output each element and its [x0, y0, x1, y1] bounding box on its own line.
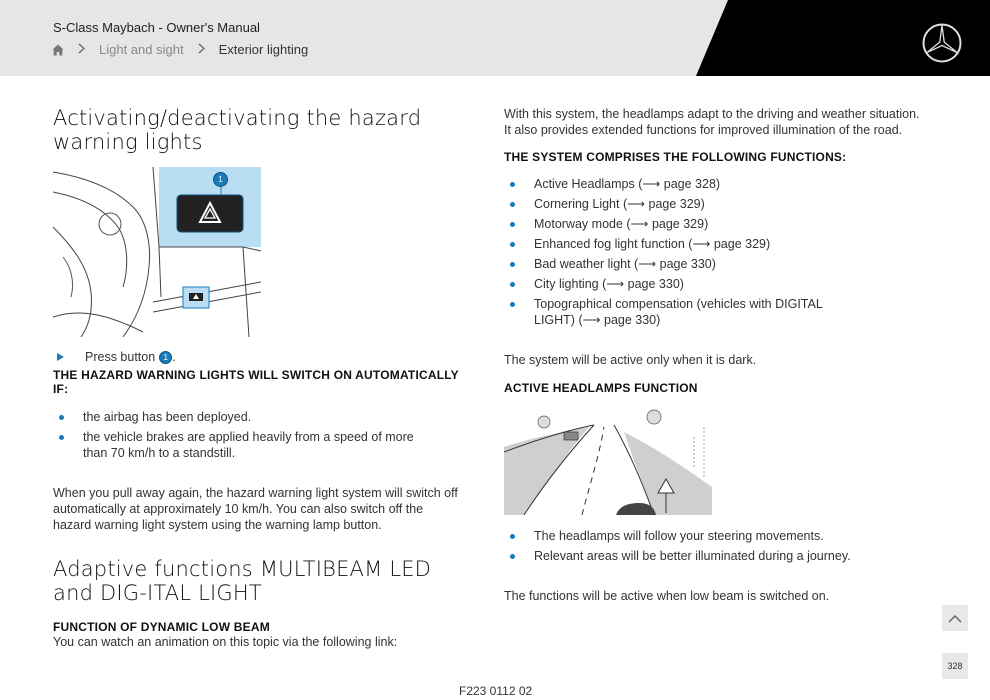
chevron-right-icon: [78, 43, 85, 57]
list-item: the vehicle brakes are applied heavily from a speed of more than 70 km/h to a standstill.: [53, 429, 433, 461]
function-item-bad-weather[interactable]: Bad weather light (⟶ page 330): [504, 256, 934, 272]
intro-paragraph: With this system, the headlamps adapt to the driving and weather situation. It also provides extended functions for improved illumination of the road.: [504, 107, 920, 137]
step-end: .: [172, 350, 176, 364]
low-beam-paragraph: The functions will be active when low beam is switched on.: [504, 589, 830, 603]
active-headlamps-illustration: [504, 407, 712, 515]
dark-paragraph: The system will be active only when it is dark.: [504, 353, 757, 367]
header-bar: [0, 0, 990, 76]
chevron-up-icon: [948, 614, 962, 623]
function-item-city-lighting[interactable]: City lighting (⟶ page 330): [504, 276, 934, 292]
dynamic-low-beam-subhead: FUNCTION OF DYNAMIC LOW BEAM: [53, 620, 270, 634]
active-headlamps-subhead: ACTIVE HEADLAMPS FUNCTION: [504, 381, 698, 395]
hazard-button-illustration: [53, 167, 261, 337]
figure-code: F223 0112 02: [459, 684, 533, 698]
list-item: the airbag has been deployed.: [53, 409, 473, 425]
breadcrumb-light-and-sight[interactable]: Light and sight: [99, 42, 184, 57]
callout-badge-1: 1: [213, 172, 228, 187]
mercedes-star-logo: [921, 22, 963, 64]
manual-title: S-Class Maybach - Owner's Manual: [53, 20, 260, 35]
breadcrumb-exterior-lighting[interactable]: Exterior lighting: [218, 42, 309, 57]
functions-list: [504, 176, 934, 328]
function-item-fog-light[interactable]: Enhanced fog light function (⟶ page 329): [504, 236, 934, 252]
auto-switch-list: [53, 409, 473, 461]
pull-away-paragraph: When you pull away again, the hazard warning light system will switch off automatically at approximately 10 km/h. You can also switch off the hazard warning light system using the warning lamp button.: [53, 486, 458, 532]
function-item-topographical[interactable]: Topographical compensation (vehicles with DIGITAL LIGHT) (⟶ page 330): [504, 296, 844, 328]
step-text: Press button: [85, 350, 156, 364]
button-1-badge: 1: [159, 351, 172, 364]
step-arrow-icon: [57, 353, 64, 361]
list-item: The headlamps will follow your steering movements.: [504, 528, 934, 544]
left-column: [53, 96, 473, 650]
right-column: [504, 96, 934, 604]
auto-switch-subhead: THE HAZARD WARNING LIGHTS WILL SWITCH ON AUTOMATICALLY IF:: [53, 368, 459, 396]
scroll-to-top-button[interactable]: [942, 605, 968, 631]
animation-paragraph: You can watch an animation on this topic via the following link:: [53, 635, 398, 649]
page-number: 328: [942, 653, 968, 679]
function-item-cornering-light[interactable]: Cornering Light (⟶ page 329): [504, 196, 934, 212]
function-item-active-headlamps[interactable]: Active Headlamps (⟶ page 328): [504, 176, 934, 192]
function-item-motorway-mode[interactable]: Motorway mode (⟶ page 329): [504, 216, 934, 232]
adaptive-section-title: Adaptive functions MULTIBEAM LED and DIG-ITAL LIGHT: [53, 557, 432, 605]
functions-subhead: THE SYSTEM COMPRISES THE FOLLOWING FUNCTIONS:: [504, 150, 847, 164]
breadcrumb: [52, 42, 308, 57]
press-button-step: [53, 350, 473, 364]
list-item: Relevant areas will be better illuminated during a journey.: [504, 548, 934, 564]
chevron-right-icon: [198, 43, 205, 57]
active-headlamps-list: [504, 528, 934, 564]
home-icon[interactable]: [52, 44, 64, 56]
hazard-section-title: Activating/deactivating the hazard warning lights: [53, 106, 422, 154]
